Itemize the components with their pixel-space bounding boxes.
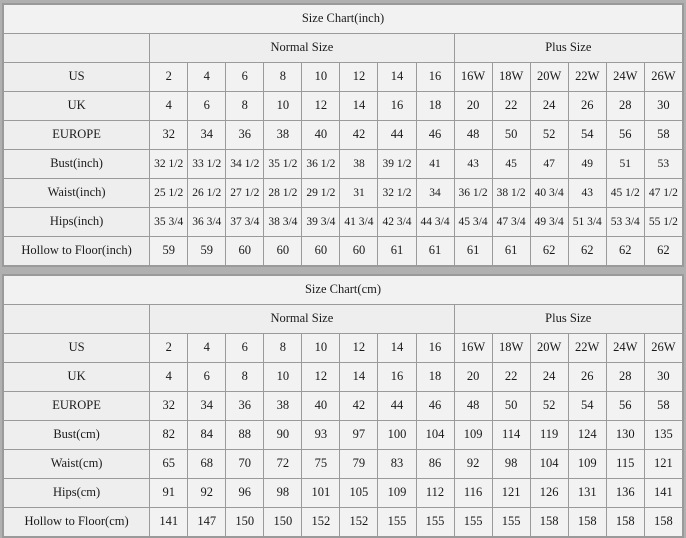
cell: 24 — [530, 92, 568, 121]
cell: 61 — [416, 237, 454, 266]
cell: 14 — [378, 63, 416, 92]
cell: 101 — [302, 479, 340, 508]
cell: 42 3/4 — [378, 208, 416, 237]
cell: 32 1/2 — [378, 179, 416, 208]
cell: 136 — [606, 479, 644, 508]
cell: 98 — [492, 450, 530, 479]
cell: 27 1/2 — [226, 179, 264, 208]
cell: 20W — [530, 334, 568, 363]
cell: 35 3/4 — [150, 208, 188, 237]
cell: 18W — [492, 63, 530, 92]
cell: 61 — [492, 237, 530, 266]
cell: 36 — [226, 121, 264, 150]
cell: 155 — [378, 508, 416, 537]
cell: 35 1/2 — [264, 150, 302, 179]
cell: 72 — [264, 450, 302, 479]
cell: 115 — [606, 450, 644, 479]
cell: 46 — [416, 392, 454, 421]
table-row — [4, 363, 683, 392]
row-label-europe: EUROPE — [4, 121, 150, 150]
table-row — [4, 150, 683, 179]
cell: 59 — [150, 237, 188, 266]
cell: 38 — [264, 392, 302, 421]
cell: 36 — [226, 392, 264, 421]
cell: 121 — [492, 479, 530, 508]
cell: 6 — [226, 334, 264, 363]
cell: 44 — [378, 392, 416, 421]
cell: 38 3/4 — [264, 208, 302, 237]
cell: 20 — [454, 92, 492, 121]
cell: 56 — [606, 121, 644, 150]
cell: 112 — [416, 479, 454, 508]
chart-title-row — [4, 276, 683, 305]
cell: 150 — [264, 508, 302, 537]
cell: 42 — [340, 121, 378, 150]
cell: 14 — [340, 363, 378, 392]
size-chart-cm-block — [2, 274, 684, 538]
cell: 152 — [302, 508, 340, 537]
cell: 24W — [606, 63, 644, 92]
cell: 84 — [188, 421, 226, 450]
row-label-waist: Waist(inch) — [4, 179, 150, 208]
cell: 91 — [150, 479, 188, 508]
cell: 62 — [530, 237, 568, 266]
table-row — [4, 92, 683, 121]
cell: 24 — [530, 363, 568, 392]
cell: 97 — [340, 421, 378, 450]
cell: 62 — [606, 237, 644, 266]
cell: 22W — [568, 334, 606, 363]
cell: 39 1/2 — [378, 150, 416, 179]
cell: 52 — [530, 121, 568, 150]
cell: 79 — [340, 450, 378, 479]
table-row — [4, 334, 683, 363]
cell: 50 — [492, 121, 530, 150]
cell: 124 — [568, 421, 606, 450]
cell: 155 — [454, 508, 492, 537]
cell: 155 — [416, 508, 454, 537]
size-chart-inch-block — [2, 3, 684, 267]
cell: 26 — [568, 92, 606, 121]
table-row — [4, 508, 683, 537]
cell: 37 3/4 — [226, 208, 264, 237]
cell: 92 — [454, 450, 492, 479]
table-row — [4, 479, 683, 508]
table-row — [4, 237, 683, 266]
cell: 158 — [568, 508, 606, 537]
cell: 158 — [606, 508, 644, 537]
table-row — [4, 179, 683, 208]
cell: 93 — [302, 421, 340, 450]
row-label-bust: Bust(cm) — [4, 421, 150, 450]
cell: 141 — [150, 508, 188, 537]
cell: 30 — [644, 363, 682, 392]
size-chart-inch-table — [3, 4, 683, 266]
cell: 43 — [568, 179, 606, 208]
chart-title-row — [4, 5, 683, 34]
cell: 104 — [416, 421, 454, 450]
cell: 22 — [492, 92, 530, 121]
cell: 10 — [302, 334, 340, 363]
cell: 26 — [568, 363, 606, 392]
cell: 41 3/4 — [340, 208, 378, 237]
table-row — [4, 208, 683, 237]
cell: 96 — [226, 479, 264, 508]
table-row — [4, 63, 683, 92]
row-label-us: US — [4, 334, 150, 363]
cell: 28 1/2 — [264, 179, 302, 208]
group-blank-cell — [4, 34, 150, 63]
cell: 16 — [378, 363, 416, 392]
cell: 150 — [226, 508, 264, 537]
cell: 158 — [530, 508, 568, 537]
cell: 16W — [454, 63, 492, 92]
row-label-uk: UK — [4, 92, 150, 121]
cell: 155 — [492, 508, 530, 537]
cell: 31 — [340, 179, 378, 208]
cell: 116 — [454, 479, 492, 508]
cell: 52 — [530, 392, 568, 421]
cell: 20 — [454, 363, 492, 392]
cell: 6 — [188, 363, 226, 392]
cell: 6 — [188, 92, 226, 121]
cell: 100 — [378, 421, 416, 450]
cell: 41 — [416, 150, 454, 179]
cell: 28 — [606, 363, 644, 392]
cell: 12 — [340, 63, 378, 92]
cell: 40 — [302, 121, 340, 150]
cell: 34 — [188, 121, 226, 150]
cell: 4 — [188, 334, 226, 363]
cell: 55 1/2 — [644, 208, 682, 237]
row-label-hollow-to-floor: Hollow to Floor(inch) — [4, 237, 150, 266]
cell: 40 — [302, 392, 340, 421]
cell: 26 1/2 — [188, 179, 226, 208]
cell: 47 3/4 — [492, 208, 530, 237]
cell: 4 — [150, 92, 188, 121]
cell: 46 — [416, 121, 454, 150]
cell: 38 — [340, 150, 378, 179]
cell: 16 — [416, 63, 454, 92]
cell: 29 1/2 — [302, 179, 340, 208]
cell: 47 1/2 — [644, 179, 682, 208]
cell: 98 — [264, 479, 302, 508]
cell: 32 1/2 — [150, 150, 188, 179]
cell: 92 — [188, 479, 226, 508]
cell: 44 3/4 — [416, 208, 454, 237]
cell: 60 — [226, 237, 264, 266]
cell: 8 — [264, 334, 302, 363]
cell: 28 — [606, 92, 644, 121]
cell: 50 — [492, 392, 530, 421]
cell: 30 — [644, 92, 682, 121]
row-label-hips: Hips(cm) — [4, 479, 150, 508]
cell: 126 — [530, 479, 568, 508]
cell: 119 — [530, 421, 568, 450]
cell: 4 — [150, 363, 188, 392]
cell: 54 — [568, 121, 606, 150]
chart-group-row — [4, 34, 683, 63]
cell: 16W — [454, 334, 492, 363]
cell: 38 1/2 — [492, 179, 530, 208]
cell: 8 — [226, 92, 264, 121]
cell: 75 — [302, 450, 340, 479]
cell: 61 — [454, 237, 492, 266]
cell: 88 — [226, 421, 264, 450]
cell: 48 — [454, 392, 492, 421]
cell: 18W — [492, 334, 530, 363]
table-row — [4, 421, 683, 450]
cell: 121 — [644, 450, 682, 479]
cell: 8 — [264, 63, 302, 92]
cell: 59 — [188, 237, 226, 266]
cell: 44 — [378, 121, 416, 150]
chart-title: Size Chart(inch) — [4, 5, 683, 34]
cell: 51 3/4 — [568, 208, 606, 237]
cell: 12 — [302, 92, 340, 121]
cell: 62 — [568, 237, 606, 266]
chart-title: Size Chart(cm) — [4, 276, 683, 305]
cell: 83 — [378, 450, 416, 479]
cell: 40 3/4 — [530, 179, 568, 208]
cell: 86 — [416, 450, 454, 479]
cell: 36 1/2 — [454, 179, 492, 208]
cell: 10 — [302, 63, 340, 92]
cell: 18 — [416, 92, 454, 121]
cell: 60 — [264, 237, 302, 266]
cell: 22 — [492, 363, 530, 392]
cell: 61 — [378, 237, 416, 266]
chart-group-row — [4, 305, 683, 334]
cell: 135 — [644, 421, 682, 450]
cell: 2 — [150, 63, 188, 92]
cell: 20W — [530, 63, 568, 92]
cell: 2 — [150, 334, 188, 363]
cell: 22W — [568, 63, 606, 92]
cell: 141 — [644, 479, 682, 508]
cell: 10 — [264, 92, 302, 121]
cell: 12 — [340, 334, 378, 363]
cell: 109 — [378, 479, 416, 508]
cell: 152 — [340, 508, 378, 537]
cell: 53 3/4 — [606, 208, 644, 237]
cell: 58 — [644, 121, 682, 150]
cell: 158 — [644, 508, 682, 537]
cell: 47 — [530, 150, 568, 179]
cell: 68 — [188, 450, 226, 479]
table-row — [4, 392, 683, 421]
row-label-waist: Waist(cm) — [4, 450, 150, 479]
cell: 45 — [492, 150, 530, 179]
cell: 24W — [606, 334, 644, 363]
cell: 32 — [150, 392, 188, 421]
cell: 65 — [150, 450, 188, 479]
cell: 104 — [530, 450, 568, 479]
table-row — [4, 121, 683, 150]
cell: 131 — [568, 479, 606, 508]
cell: 36 3/4 — [188, 208, 226, 237]
cell: 90 — [264, 421, 302, 450]
group-normal-size: Normal Size — [150, 305, 454, 334]
cell: 56 — [606, 392, 644, 421]
cell: 34 — [188, 392, 226, 421]
cell: 114 — [492, 421, 530, 450]
group-plus-size: Plus Size — [454, 34, 682, 63]
cell: 130 — [606, 421, 644, 450]
cell: 48 — [454, 121, 492, 150]
cell: 62 — [644, 237, 682, 266]
cell: 60 — [340, 237, 378, 266]
cell: 82 — [150, 421, 188, 450]
cell: 49 3/4 — [530, 208, 568, 237]
cell: 32 — [150, 121, 188, 150]
cell: 109 — [568, 450, 606, 479]
cell: 34 — [416, 179, 454, 208]
row-label-europe: EUROPE — [4, 392, 150, 421]
cell: 4 — [188, 63, 226, 92]
cell: 49 — [568, 150, 606, 179]
row-label-hips: Hips(inch) — [4, 208, 150, 237]
cell: 36 1/2 — [302, 150, 340, 179]
cell: 18 — [416, 363, 454, 392]
cell: 33 1/2 — [188, 150, 226, 179]
cell: 16 — [378, 92, 416, 121]
cell: 109 — [454, 421, 492, 450]
cell: 70 — [226, 450, 264, 479]
cell: 51 — [606, 150, 644, 179]
cell: 43 — [454, 150, 492, 179]
table-row — [4, 450, 683, 479]
cell: 38 — [264, 121, 302, 150]
cell: 34 1/2 — [226, 150, 264, 179]
group-plus-size: Plus Size — [454, 305, 682, 334]
cell: 53 — [644, 150, 682, 179]
cell: 8 — [226, 363, 264, 392]
size-chart-cm-table — [3, 275, 683, 537]
row-label-us: US — [4, 63, 150, 92]
cell: 14 — [340, 92, 378, 121]
row-label-bust: Bust(inch) — [4, 150, 150, 179]
row-label-uk: UK — [4, 363, 150, 392]
cell: 45 1/2 — [606, 179, 644, 208]
cell: 105 — [340, 479, 378, 508]
cell: 45 3/4 — [454, 208, 492, 237]
cell: 12 — [302, 363, 340, 392]
group-normal-size: Normal Size — [150, 34, 454, 63]
cell: 26W — [644, 63, 682, 92]
cell: 42 — [340, 392, 378, 421]
cell: 58 — [644, 392, 682, 421]
cell: 10 — [264, 363, 302, 392]
cell: 6 — [226, 63, 264, 92]
cell: 39 3/4 — [302, 208, 340, 237]
cell: 26W — [644, 334, 682, 363]
cell: 54 — [568, 392, 606, 421]
cell: 60 — [302, 237, 340, 266]
cell: 25 1/2 — [150, 179, 188, 208]
cell: 16 — [416, 334, 454, 363]
group-blank-cell — [4, 305, 150, 334]
cell: 14 — [378, 334, 416, 363]
cell: 147 — [188, 508, 226, 537]
row-label-hollow-to-floor: Hollow to Floor(cm) — [4, 508, 150, 537]
